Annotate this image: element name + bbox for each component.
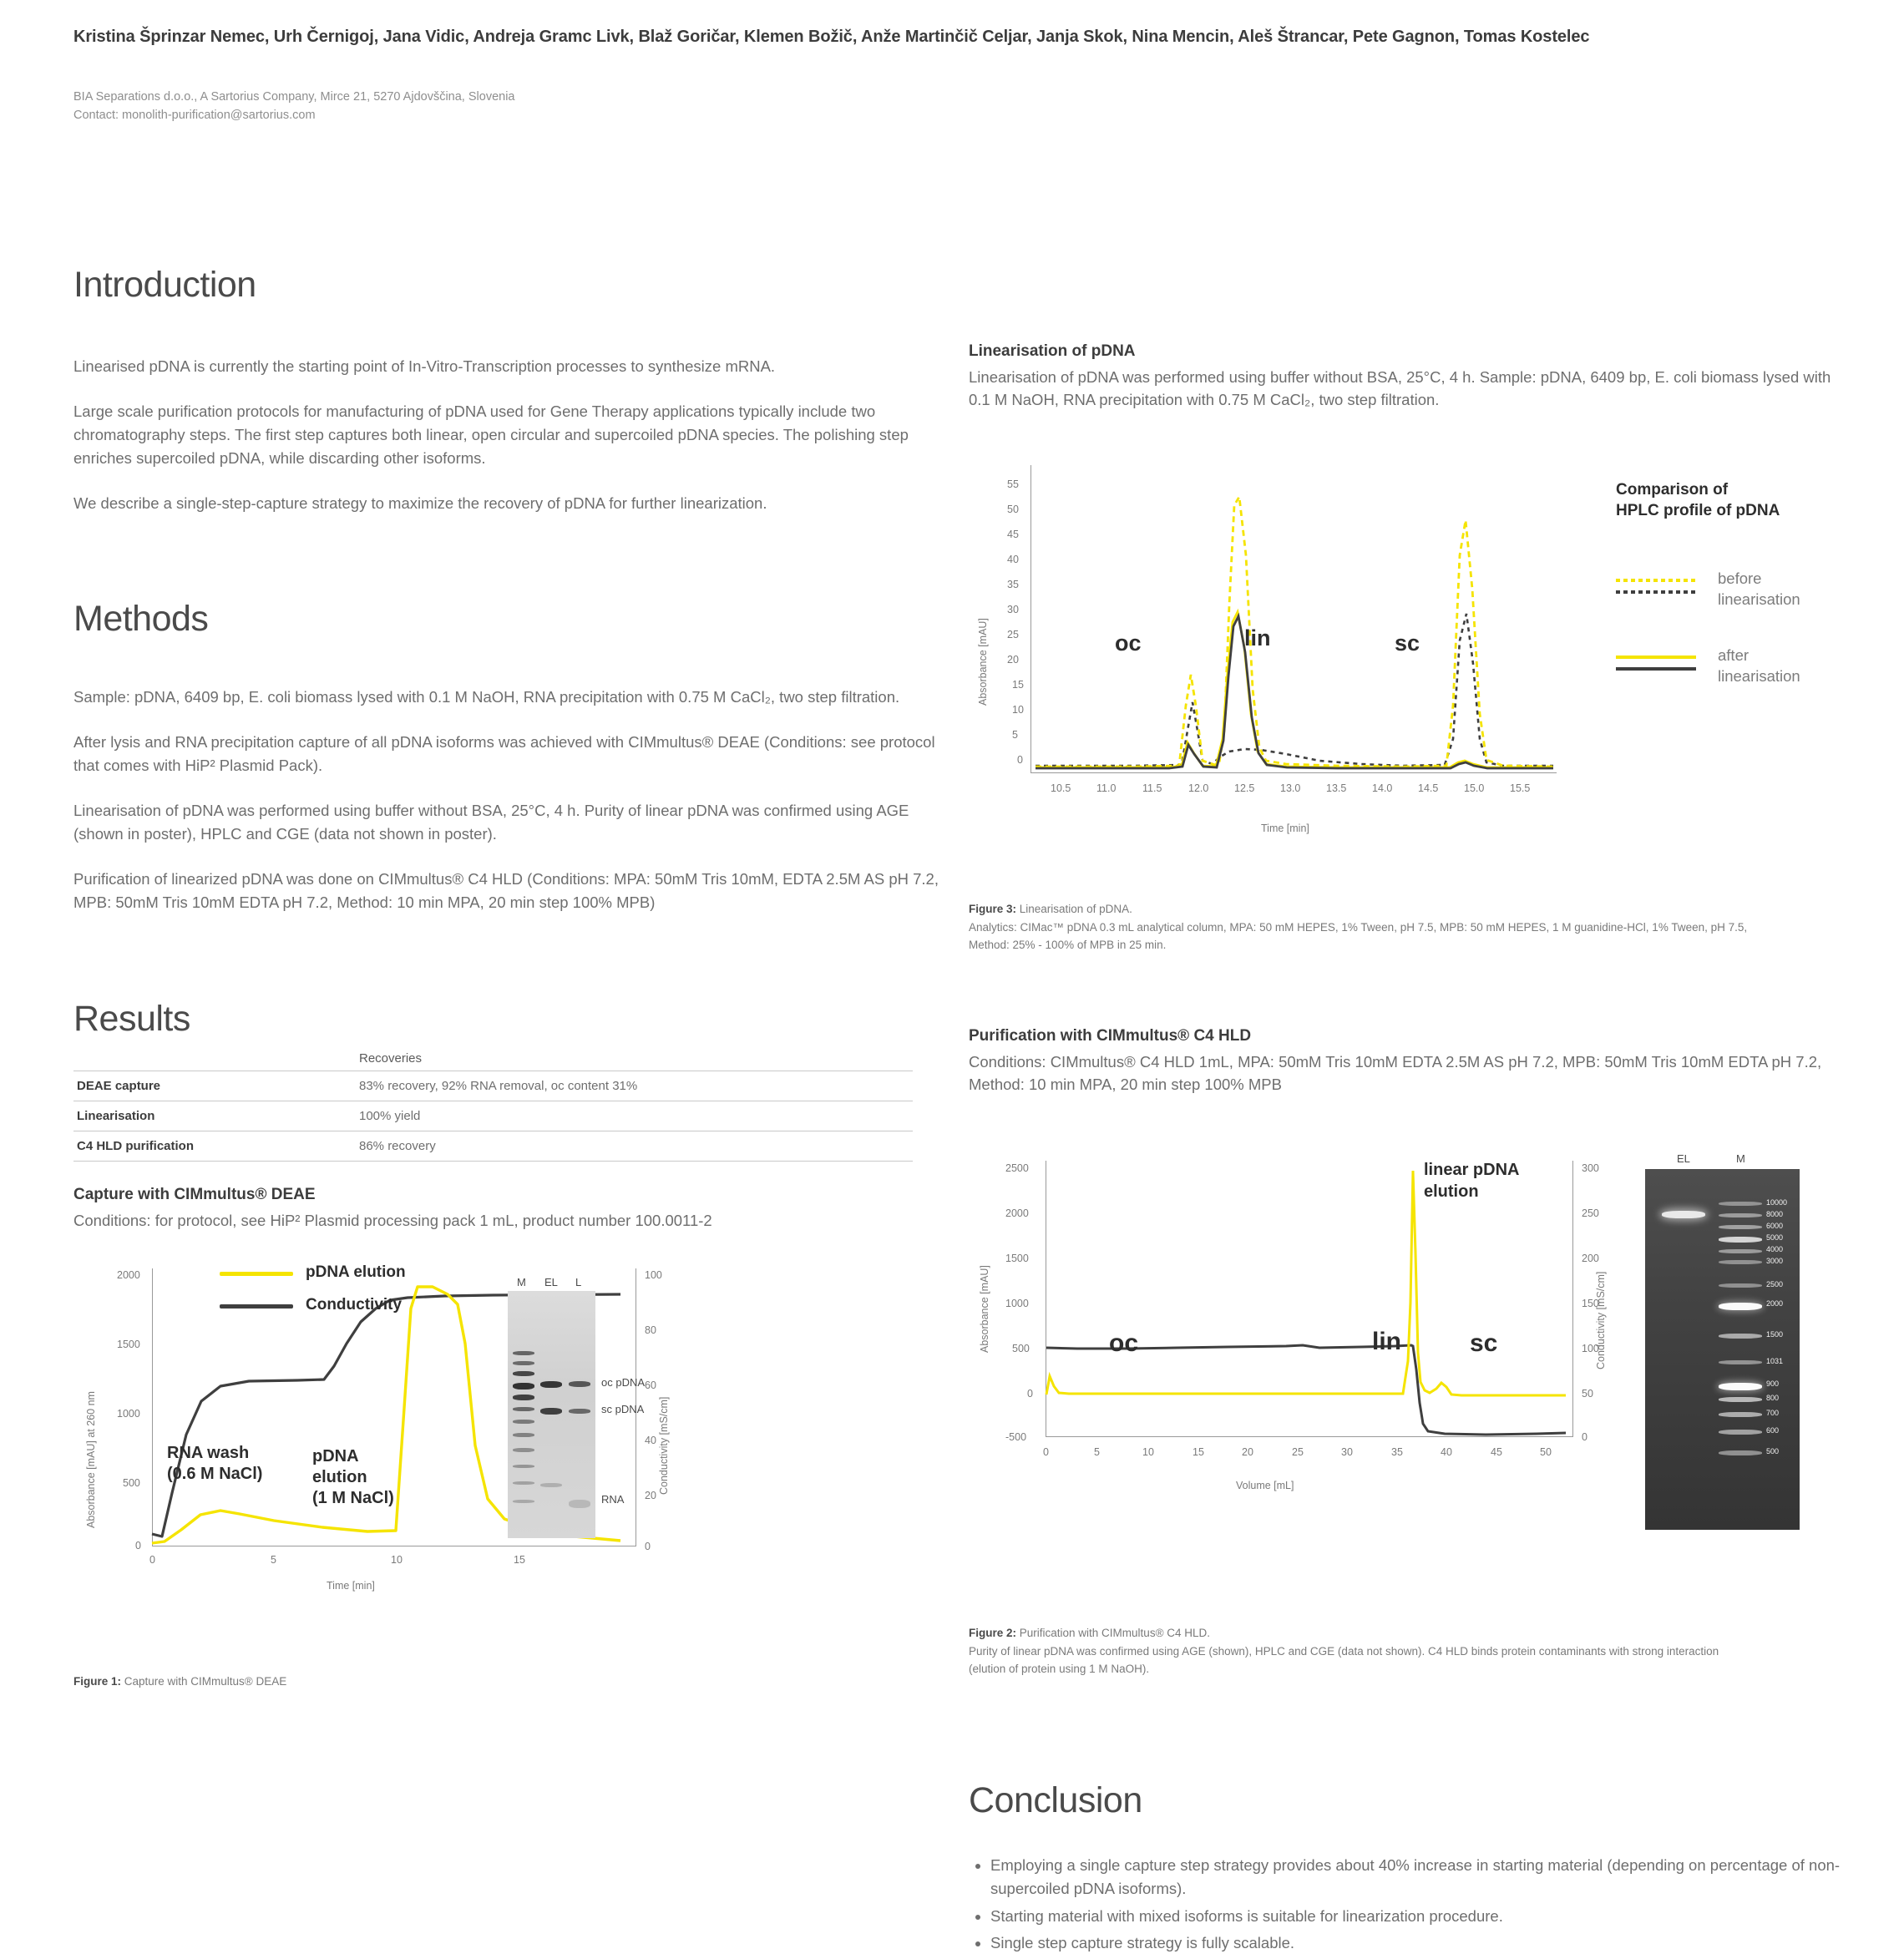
figure1-annotation-rna-wash-line2: (0.6 M NaCl) (167, 1465, 263, 1483)
methods-title: Methods (73, 598, 209, 639)
figure3-legend-title-line2: HPLC profile of pDNA (1616, 501, 1780, 519)
list-item: • Starting material with mixed isoforms is suitable for linearization procedure. (990, 1905, 1862, 1928)
figure2-peak-label-sc: sc (1470, 1329, 1498, 1357)
ladder-label: 2000 (1766, 1299, 1784, 1308)
figure2-xtick: 15 (1193, 1446, 1204, 1458)
band (540, 1408, 562, 1415)
figure2-x-axis-label: Volume [mL] (1236, 1480, 1294, 1491)
figure2-y2tick: 250 (1582, 1207, 1599, 1219)
list-item: • Single step capture strategy is fully scalable. (990, 1931, 1862, 1955)
figure2-ytick: 500 (1012, 1343, 1030, 1354)
figure3-ytick: 30 (1007, 604, 1019, 615)
figure3-x-axis-label: Time [min] (1261, 823, 1309, 834)
methods-paragraph-2: After lysis and RNA precipitation capture of all pDNA isoforms was achieved with CIMmultus® DEAE (Conditions: see protocol that comes with HiP² Plasmid Pack). (73, 732, 935, 774)
figure1-heading: Capture with CIMmultus® DEAE (73, 1186, 316, 1203)
band (1719, 1249, 1762, 1253)
ladder-label: 2500 (1766, 1280, 1784, 1288)
figure3-legend-label-before (1718, 569, 1800, 610)
figure3-xtick: 12.0 (1188, 782, 1209, 794)
figure1-caption (73, 1673, 825, 1691)
figure3-ytick: 10 (1012, 704, 1024, 716)
figure2-absorbance-curve (1046, 1171, 1566, 1395)
figure1-annotation-pdna-line1: pDNA (312, 1447, 359, 1465)
figure3-plot-svg (969, 455, 1603, 856)
introduction-paragraph-2: Large scale purification protocols for manufacturing of pDNA used for Gene Therapy applications typically include two chromatography steps. The first step captures both linear, open circular and supercoiled pDNA species. The polishing step enriches supercoiled pDNA, while discarding other isoforms. (73, 402, 909, 468)
figure2-y2tick: 100 (1582, 1343, 1599, 1354)
figure1-ytick: 1000 (117, 1408, 140, 1420)
band (513, 1481, 534, 1485)
band (513, 1361, 534, 1365)
figure2-subtext: Conditions: CIMmultus® C4 HLD 1mL, MPA: 50mM Tris 10mM EDTA 2.5M AS pH 7.2, MPB: 50mM Tris 10mM EDTA pH 7.2, Method: 10 min MPA, 20 min step 100% MPB (969, 1052, 1822, 1094)
ladder-label: 700 (1766, 1409, 1780, 1417)
figure3-header (969, 341, 1854, 412)
affiliation-line: BIA Separations d.o.o., A Sartorius Company, Mirce 21, 5270 Ajdovščina, Slovenia (73, 90, 515, 104)
band (1719, 1334, 1762, 1339)
figure3-xtick: 13.0 (1280, 782, 1301, 794)
figure1-caption-text: Capture with CIMmultus® DEAE (121, 1675, 287, 1688)
figure1-y2tick: 60 (645, 1379, 656, 1391)
figure2-xtick: 50 (1540, 1446, 1552, 1458)
figure3-legend-entry-after (1616, 648, 1850, 698)
figure1-y2tick: 40 (645, 1435, 656, 1446)
figure3-xtick: 12.5 (1234, 782, 1255, 794)
band (569, 1381, 590, 1387)
band (1719, 1237, 1762, 1243)
figure2-xtick: 45 (1491, 1446, 1502, 1458)
figure2-xtick: 20 (1242, 1446, 1253, 1458)
left-column (73, 265, 959, 1040)
table-cell-value: 83% recovery, 92% RNA removal, oc content 31% (359, 1079, 638, 1093)
figure1-legend-label-pdna: pDNA elution (306, 1263, 406, 1281)
figure1-xtick: 15 (514, 1554, 525, 1566)
table-header-row (73, 1044, 913, 1071)
figure1-annotation-rna-wash-line1: RNA wash (167, 1444, 250, 1462)
figure2-gel-image (1645, 1169, 1800, 1530)
figure3-ytick: 35 (1007, 579, 1019, 590)
figure3-xtick: 13.5 (1326, 782, 1347, 794)
methods-paragraph-3: Linearisation of pDNA was performed using buffer without BSA, 25°C, 4 h. Purity of linear pDNA was confirmed using AGE (shown in poster), HPLC and CGE (data not shown in poster). (73, 801, 909, 843)
contact-line: Contact: monolith-purification@sartorius.com (73, 109, 316, 123)
ladder-label: 8000 (1766, 1210, 1784, 1218)
band (513, 1500, 534, 1503)
figure1-gel-lane-label-l: L (575, 1276, 582, 1288)
band (513, 1407, 534, 1411)
figure2-annotation-line1: linear pDNA (1424, 1161, 1520, 1179)
introduction-title: Introduction (73, 265, 256, 305)
figure3-ytick: 25 (1007, 629, 1019, 640)
figure3-heading: Linearisation of pDNA (969, 342, 1136, 360)
figure3-xtick: 11.5 (1142, 782, 1162, 794)
figure3-xtick: 14.5 (1418, 782, 1439, 794)
figure3-peak-label-lin: lin (1244, 625, 1271, 650)
figure3-xtick: 14.0 (1372, 782, 1393, 794)
figure3-legend-entry-before (1616, 571, 1850, 621)
figure2-peak-label-lin: lin (1372, 1328, 1401, 1355)
ladder-label: 800 (1766, 1394, 1780, 1402)
figure1-gel-lane-label-m: M (517, 1276, 526, 1288)
figure2-peak-label-oc: oc (1109, 1329, 1139, 1357)
figure1-x-axis-label: Time [min] (327, 1580, 375, 1592)
figure1-y-axis-label: Absorbance [mAU] at 260 nm (85, 1391, 97, 1528)
introduction-paragraph-1: Linearised pDNA is currently the starting point of In-Vitro-Transcription processes to synthesize mRNA. (73, 357, 776, 375)
figure1-ytick: 500 (123, 1477, 140, 1489)
figure2-caption-line1-wrap (969, 1624, 1871, 1643)
table-header-blank (73, 1044, 356, 1071)
conclusion-title: Conclusion (969, 1780, 1142, 1820)
figure3-legend-swatch-before (1616, 575, 1699, 598)
figure1-y2tick: 20 (645, 1490, 656, 1501)
figure3-peak-label-sc: sc (1395, 630, 1420, 656)
methods-paragraph-1: Sample: pDNA, 6409 bp, E. coli biomass lysed with 0.1 M NaOH, RNA precipitation with 0.75 M CaCl₂, two step filtration. (73, 687, 900, 706)
figure1-annotation-pdna-line3: (1 M NaCl) (312, 1489, 394, 1507)
figure1-y2-axis-label: Conductivity [mS/cm] (658, 1396, 670, 1495)
band (513, 1420, 534, 1424)
figure3-caption-line3: Method: 25% - 100% of MPB in 25 min. (969, 939, 1167, 952)
band (1719, 1450, 1762, 1455)
figure2-ytick: 0 (1027, 1388, 1033, 1400)
figure2-ytick: -500 (1005, 1431, 1027, 1443)
band (513, 1351, 534, 1355)
figure2-header (969, 1025, 1862, 1096)
figure3-xtick: 11.0 (1096, 782, 1117, 794)
figure3-legend-title (1616, 480, 1850, 521)
band (1719, 1397, 1762, 1402)
results-table (73, 1044, 913, 1162)
ladder-label: 4000 (1766, 1245, 1784, 1253)
figure2-caption (969, 1624, 1871, 1678)
band (1719, 1213, 1762, 1217)
figure1-gel-image (508, 1291, 595, 1538)
band (569, 1500, 590, 1508)
figure3-legend-label-after (1718, 645, 1800, 687)
figure1-header (73, 1184, 934, 1232)
figure2-ytick: 1500 (1005, 1253, 1029, 1264)
figure2-ytick: 2000 (1005, 1207, 1029, 1219)
table-row (73, 1101, 913, 1131)
figure2-ytick: 1000 (1005, 1298, 1029, 1309)
figure2-chart (969, 1152, 1637, 1587)
band (540, 1381, 562, 1388)
figure2-gel-lane-label-m: M (1736, 1152, 1745, 1165)
figure2-caption-line2: Purity of linear pDNA was confirmed using AGE (shown), HPLC and CGE (data not shown). C4 HLD binds protein contaminants with strong interaction (969, 1644, 1719, 1658)
figure1-legend-swatch-conductivity (220, 1304, 293, 1309)
figure2-xtick: 25 (1292, 1446, 1304, 1458)
figure2-xtick: 40 (1441, 1446, 1452, 1458)
figure3-ytick: 5 (1012, 729, 1018, 741)
figure3-ytick: 50 (1007, 504, 1019, 515)
figure2-y2tick: 50 (1582, 1388, 1593, 1400)
figure1-gel-annotation-sc: sc pDNA (601, 1403, 645, 1415)
figure1-plot-svg (73, 1257, 742, 1591)
figure3-legend-swatch-after (1616, 651, 1699, 675)
figure2-y2tick: 300 (1582, 1162, 1599, 1174)
figure2-xtick: 5 (1094, 1446, 1100, 1458)
band (540, 1483, 562, 1487)
figure2-caption-line3: (elution of protein using 1 M NaOH). (969, 1663, 1150, 1676)
figure1-xtick: 10 (391, 1554, 403, 1566)
band (513, 1371, 534, 1376)
figure3-caption-label: Figure 3: (969, 903, 1017, 915)
figure3-caption-line1-wrap (969, 900, 1862, 919)
figure3-ytick: 40 (1007, 554, 1019, 565)
figure2-conductivity-curve (1046, 1345, 1566, 1435)
figure2-xtick: 0 (1043, 1446, 1049, 1458)
table-header-recoveries: Recoveries (359, 1051, 423, 1066)
figure1-y2tick: 100 (645, 1269, 662, 1281)
figure2-y2tick: 200 (1582, 1253, 1599, 1264)
figure1-annotation-pdna-line2: elution (312, 1468, 367, 1486)
ladder-label: 1500 (1766, 1330, 1784, 1339)
figure2-annotation-linear-pdna (1424, 1159, 1519, 1202)
ladder-label: 5000 (1766, 1233, 1784, 1242)
band (1719, 1383, 1762, 1390)
figure3-caption-line2: Analytics: CIMac™ pDNA 0.3 mL analytical column, MPA: 50 mM HEPES, 1% Tween, pH 7.5, MPB: 50 mM HEPES, 1 M guanidine-HCl, 1% Tween, pH 7.5, (969, 920, 1748, 934)
band (1719, 1412, 1762, 1417)
conclusion-list (969, 1854, 1862, 1955)
figure3-after-dark-curve (1036, 616, 1553, 768)
figure3-legend-title-line1: Comparison of (1616, 481, 1729, 499)
figure2-y2tick: 150 (1582, 1298, 1599, 1309)
figure2-y-axis-label: Absorbance [mAU] (979, 1265, 990, 1353)
figure1-xtick: 5 (271, 1554, 276, 1566)
figure3-caption-line1: Linearisation of pDNA. (1016, 903, 1132, 915)
figure3-ytick: 55 (1007, 478, 1019, 490)
ladder-label: 10000 (1766, 1198, 1788, 1207)
figure3-xtick: 15.5 (1510, 782, 1531, 794)
ladder-label: 900 (1766, 1379, 1780, 1388)
band (1719, 1360, 1762, 1364)
figure3-ytick: 0 (1017, 754, 1023, 766)
figure3-ytick: 15 (1012, 679, 1024, 691)
table-row (73, 1131, 913, 1162)
table-cell-label: C4 HLD purification (77, 1139, 195, 1153)
band (513, 1448, 534, 1452)
figure2-caption-label: Figure 2: (969, 1627, 1017, 1639)
figure3-chart (969, 455, 1603, 856)
figure3-legend-label-after-l2: linearisation (1718, 667, 1800, 686)
figure1-subtext: Conditions: for protocol, see HiP² Plasmid processing pack 1 mL, product number 100.0011-2 (73, 1211, 712, 1229)
table-cell-value: 86% recovery (359, 1139, 436, 1153)
figure3-caption (969, 900, 1862, 954)
figure3-y-axis-label: Absorbance [mAU] (977, 618, 989, 706)
figure3-subtext: Linearisation of pDNA was performed using buffer without BSA, 25°C, 4 h. Sample: pDNA, 6409 bp, E. coli biomass lysed with 0.1 M NaOH, RNA precipitation with 0.75 M CaCl₂, two step filtration. (969, 367, 1831, 409)
table-cell-label: Linearisation (77, 1109, 155, 1123)
figure1-legend-label-conductivity: Conductivity (306, 1296, 403, 1314)
figure3-ytick: 45 (1007, 529, 1019, 540)
ladder-label: 500 (1766, 1447, 1780, 1455)
figure1-ytick: 2000 (117, 1269, 140, 1281)
ladder-label: 1031 (1766, 1357, 1784, 1365)
figure2-gel-lane-label-el: EL (1677, 1152, 1690, 1165)
table-row (73, 1071, 913, 1101)
introduction-paragraph-3: We describe a single-step-capture strategy to maximize the recovery of pDNA for further linearization. (73, 494, 767, 513)
figure2-y2tick: 0 (1582, 1431, 1588, 1443)
ladder-label: 6000 (1766, 1222, 1784, 1230)
figure2-caption-line1: Purification with CIMmultus® C4 HLD. (1016, 1627, 1211, 1639)
band (1719, 1225, 1762, 1229)
list-item: • Employing a single capture step strategy provides about 40% increase in starting material (depending on percentage of non-supercoiled pDNA isoforms). (990, 1854, 1862, 1901)
figure3-legend (1616, 480, 1850, 698)
affiliation-block (73, 88, 1076, 125)
figure3-legend-label-before-l2: linearisation (1718, 590, 1800, 609)
figure2-ytick: 2500 (1005, 1162, 1029, 1174)
figure1-chart (73, 1257, 742, 1591)
figure3-legend-label-before-l1: before (1718, 569, 1762, 588)
figure1-gel-annotation-rna: RNA (601, 1493, 625, 1506)
figure3-peak-label-oc: oc (1115, 630, 1142, 656)
figure3-before-yellow-curve (1036, 497, 1553, 767)
figure1-gel-lane-label-el: EL (544, 1276, 558, 1288)
band (513, 1383, 534, 1390)
figure1-xtick: 0 (149, 1554, 155, 1566)
figure1-gel-annotation-oc: oc pDNA (601, 1376, 646, 1389)
figure3-xtick: 15.0 (1464, 782, 1485, 794)
figure1-caption-label: Figure 1: (73, 1675, 122, 1688)
ladder-label: 3000 (1766, 1257, 1784, 1265)
figure1-annotation-pdna-elution (312, 1446, 394, 1509)
band (513, 1433, 534, 1437)
figure2-xtick: 35 (1391, 1446, 1403, 1458)
table-cell-value: 100% yield (359, 1109, 421, 1123)
band (1719, 1260, 1762, 1264)
band (569, 1409, 590, 1414)
band (1719, 1430, 1762, 1435)
figure2-heading: Purification with CIMmultus® C4 HLD (969, 1027, 1252, 1045)
figure3-ytick: 20 (1007, 654, 1019, 666)
figure2-plot-svg (969, 1152, 1637, 1587)
conclusion-block (969, 1780, 1862, 1959)
figure3-xtick: 10.5 (1051, 782, 1071, 794)
figure1-ytick: 1500 (117, 1339, 140, 1350)
figure1-y2tick: 0 (645, 1541, 651, 1552)
figure1-legend-swatch-pdna (220, 1272, 293, 1276)
band (1662, 1211, 1705, 1218)
figure1-ytick: 0 (135, 1540, 141, 1552)
figure2-annotation-line2: elution (1424, 1182, 1479, 1201)
figure2-xtick: 10 (1142, 1446, 1154, 1458)
figure1-y2tick: 80 (645, 1324, 656, 1336)
band (513, 1395, 534, 1400)
author-list: Kristina Šprinzar Nemec, Urh Černigoj, Jana Vidic, Andreja Gramc Livk, Blaž Goričar, Klemen Božič, Anže Martinčič Celjar, Janja Skok, Nina Mencin, Aleš Štrancar, Pete Gagnon, Tomas Kostelec (73, 28, 1590, 46)
band (1719, 1283, 1762, 1288)
figure2-xtick: 30 (1341, 1446, 1353, 1458)
figure2-y2-axis-label: Conductivity [mS/cm] (1595, 1271, 1607, 1369)
band (1719, 1202, 1762, 1206)
figure1-annotation-rna-wash (167, 1443, 262, 1485)
ladder-label: 600 (1766, 1426, 1780, 1435)
band (1719, 1303, 1762, 1310)
results-title: Results (73, 999, 190, 1040)
band (513, 1465, 534, 1468)
table-cell-label: DEAE capture (77, 1079, 161, 1093)
figure3-legend-label-after-l1: after (1718, 646, 1750, 665)
methods-paragraph-4: Purification of linearized pDNA was done on CIMmultus® C4 HLD (Conditions: MPA: 50mM Tris 10mM, EDTA 2.5M AS pH 7.2, MPB: 50mM Tris 10mM EDTA pH 7.2, Method: 10 min MPA, 20 min step 100% MPB) (73, 870, 939, 912)
